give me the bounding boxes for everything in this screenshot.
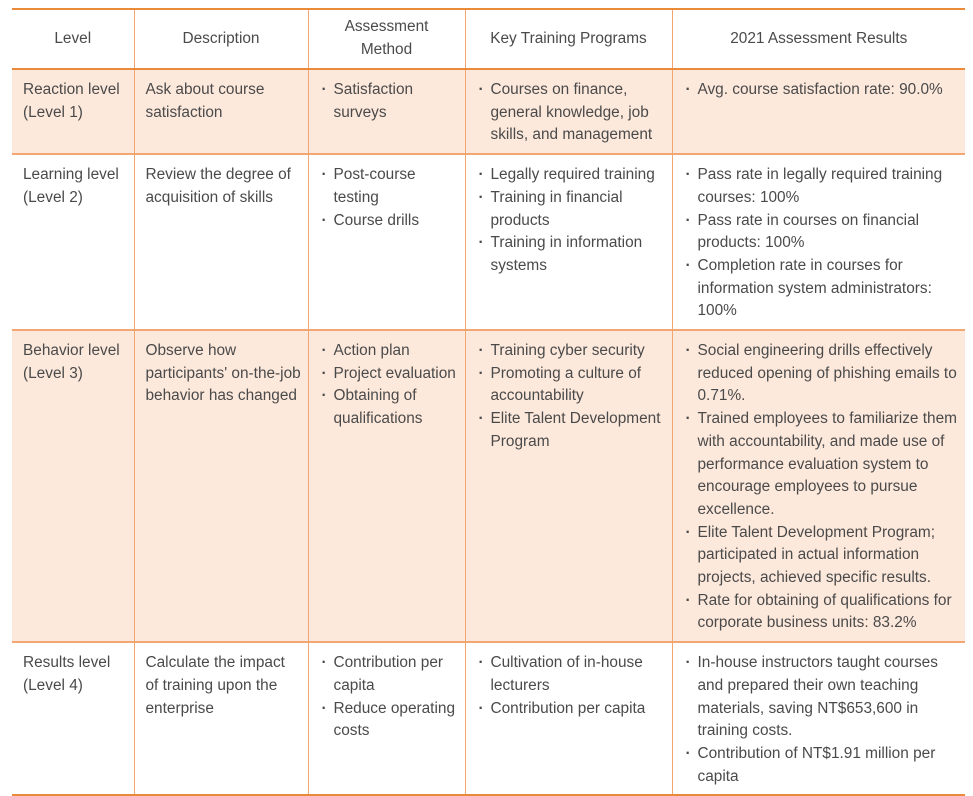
table-row (12, 69, 965, 154)
level-cell (12, 154, 134, 330)
header-description: Description (134, 9, 308, 69)
level-text: Results level (Level 4) (23, 654, 111, 694)
program-item: · Promoting a culture of accountability (477, 363, 666, 408)
program-item: · Training cyber security (477, 340, 666, 363)
description-text: Observe how participants' on-the-job behavior has changed (145, 342, 301, 405)
method-item: · Course drills (320, 210, 459, 233)
result-item: · Pass rate in legally required training courses: 100% (684, 164, 960, 209)
level-cell (12, 642, 134, 795)
result-item: · Social engineering drills effectively reduced opening of phishing emails to 0.71%. (684, 340, 960, 408)
method-cell (308, 642, 465, 795)
header-assessment-method (308, 9, 465, 69)
program-item: · Training in financial products (477, 187, 666, 232)
method-item: · Action plan (320, 340, 459, 363)
header-assessment-method-text: Assessment Method (344, 18, 429, 58)
header-2021-results: 2021 Assessment Results (730, 29, 908, 47)
method-cell (308, 330, 465, 642)
table-row (12, 642, 965, 795)
result-item: · Avg. course satisfaction rate: 90.0% (684, 79, 960, 102)
description-cell (134, 154, 308, 330)
programs-cell (465, 642, 672, 795)
program-item: · Cultivation of in-house lecturers (477, 652, 666, 697)
description-text: Calculate the impact of training upon the enterprise (145, 654, 285, 717)
method-item: · Satisfaction surveys (320, 79, 459, 124)
result-item: · Completion rate in courses for information system administrators: 100% (684, 255, 960, 323)
method-item: · Project evaluation (320, 363, 459, 386)
description-cell (134, 642, 308, 795)
method-cell (308, 154, 465, 330)
level-text: Behavior level (Level 3) (23, 342, 120, 382)
result-item: · Contribution of NT$1.91 million per capita (684, 743, 960, 788)
method-item: · Reduce operating costs (320, 698, 459, 743)
program-item: · Elite Talent Development Program (477, 408, 666, 453)
description-cell (134, 69, 308, 154)
header-level: Level (12, 9, 134, 69)
header-row (12, 9, 965, 69)
result-item: · In-house instructors taught courses and prepared their own teaching materials, saving NT$653,600 in training costs. (684, 652, 960, 743)
program-item: · Training in information systems (477, 232, 666, 277)
program-item: · Legally required training (477, 164, 666, 187)
header-key-training-programs: Key Training Programs (465, 9, 672, 69)
table-row (12, 154, 965, 330)
result-item: · Rate for obtaining of qualifications for corporate business units: 83.2% (684, 590, 960, 635)
results-cell (672, 330, 965, 642)
table-row (12, 330, 965, 642)
description-cell (134, 330, 308, 642)
level-text: Learning level (Level 2) (23, 166, 119, 206)
method-cell (308, 69, 465, 154)
program-item: · Courses on finance, general knowledge, job skills, and management (477, 79, 666, 147)
level-cell (12, 330, 134, 642)
description-text: Ask about course satisfaction (145, 81, 265, 121)
level-text: Reaction level (Level 1) (23, 81, 120, 121)
programs-cell (465, 154, 672, 330)
results-cell (672, 642, 965, 795)
method-item: · Obtaining of qualifications (320, 385, 459, 430)
level-cell (12, 69, 134, 154)
result-item: · Trained employees to familiarize them with accountability, and made use of performance evaluation system to encourage employees to pursue excellence. (684, 408, 960, 522)
method-item: · Post-course testing (320, 164, 459, 209)
results-cell (672, 69, 965, 154)
training-assessment-table (12, 8, 965, 796)
result-item: · Pass rate in courses on financial products: 100% (684, 210, 960, 255)
program-item: · Contribution per capita (477, 698, 666, 721)
programs-cell (465, 330, 672, 642)
programs-cell (465, 69, 672, 154)
description-text: Review the degree of acquisition of skills (145, 166, 291, 206)
results-cell (672, 154, 965, 330)
method-item: · Contribution per capita (320, 652, 459, 697)
result-item: · Elite Talent Development Program; participated in actual information projects, achieved specific results. (684, 522, 960, 590)
